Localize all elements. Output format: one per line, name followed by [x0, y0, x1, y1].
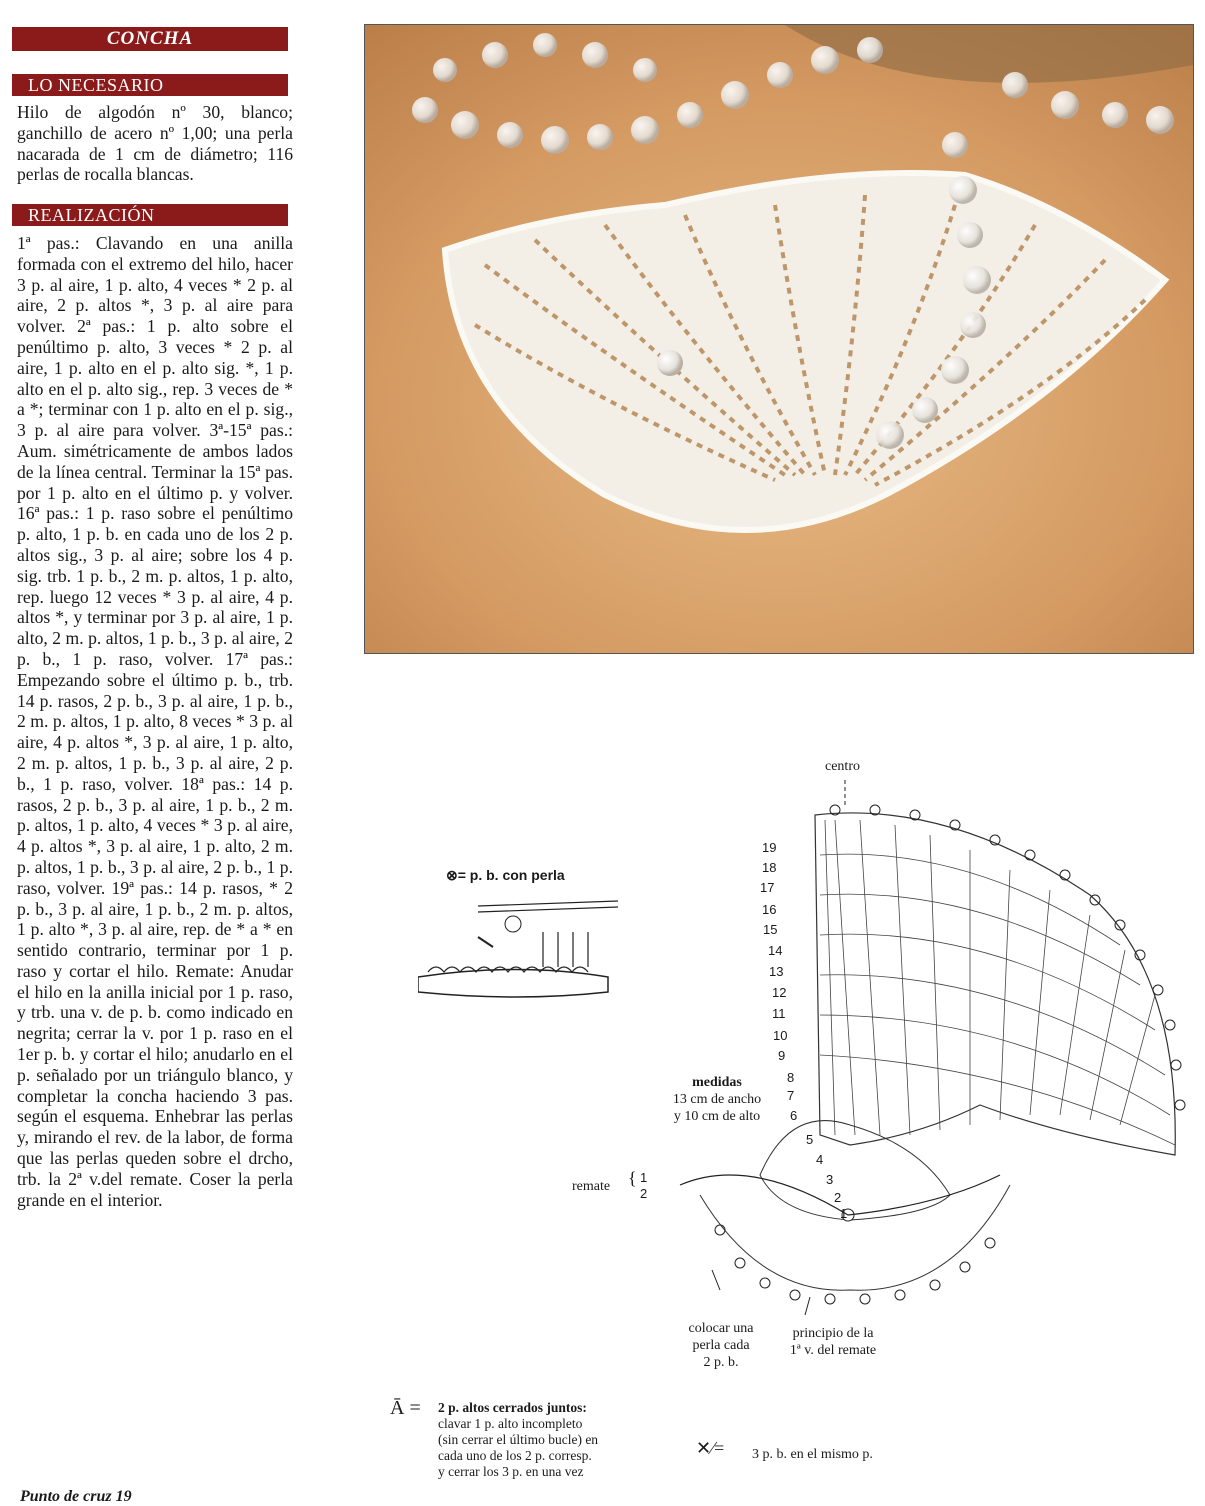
measures-block — [650, 1074, 784, 1125]
row-number: 14 — [768, 943, 783, 958]
row-number: 19 — [762, 840, 777, 855]
row-number: 12 — [772, 985, 787, 1000]
measures-title: medidas — [692, 1075, 742, 1090]
legend-dc-line4: y cerrar los 3 p. en una vez — [438, 1464, 584, 1479]
note-start-line1: principio de la — [792, 1326, 874, 1341]
row-number: 9 — [778, 1048, 786, 1063]
method-heading: REALIZACIÓN — [12, 204, 288, 226]
measures-width: 13 cm de ancho — [672, 1092, 762, 1107]
row-number: 4 — [816, 1152, 824, 1167]
legend-pearl-label: p. b. con perla — [469, 867, 565, 883]
dc-together-icon: Ā = — [390, 1397, 421, 1419]
legend-sc3: 3 p. b. en el mismo p. — [752, 1447, 873, 1462]
legend-dc-line1: clavar 1 p. alto incompleto — [438, 1416, 583, 1431]
note-pearl — [666, 1320, 776, 1371]
materials-text — [17, 102, 293, 185]
method-paragraph: 1ª pas.: Clavando en una anilla formada con el extremo del hilo, hacer 3 p. al aire, 1 p. alto, 4 veces * 2 p. al aire, 2 p. altos *, 3 p. al aire para volver. 2ª pas.: 1 p. alto sobre el penúltimo p. alto, 3 veces * 2 p. al aire, 1 p. alto en el p. alto sig. *, 1 p. alto en el p. alto sig., rep. 3 veces de * a *; terminar con 1 p. alto en el p. sig., 3 p. al aire para volver. 3ª-15ª pas.: Aum. simétricamente de ambos lados de la línea central. Terminar la 15ª pas. por 1 p. alto en el último p. y volver. 16ª pas.: 1 p. raso sobre el penúltimo p. alto, 1 p. b. en cada uno de los 2 p. altos sig., 3 p. al aire; sobre los 4 p. sig. trb. 1 p. b., 2 m. p. altos, 1 p. alto, rep. luego 12 veces * 3 p. al aire, 4 p. altos *, y terminar por 3 p. al aire, 1 p. alto, 2 m. p. altos, 1 p. b., 3 p. al aire, 2 p. b., 1 p. raso, volver. 17ª pas.: Empezando sobre el último p. b., trb. 14 p. rasos, 2 p. b., 3 p. al aire, 1 p. b., 2 m. p. altos, 1 p. alto, 8 veces * 3 p. al aire, 4 p. altos *, 3 p. al aire, 1 p. alto, 2 m. p. altos, 1 p. b., 3 p. al aire, 2 p. b., 1 p. raso, volver. 18ª pas.: 14 p. rasos, 2 p. b., 3 p. al aire, 1 p. b., 2 m. p. altos, 1 p. alto, 4 veces * 3 p. al aire, 4 p. altos *, 3 p. al aire, 1 p. alto, 2 m. p. altos, 1 p. b., 3 p. al aire, 2 p. b., 1 p. raso, volver. 19ª pas.: 14 p. rasos, * 2 p. b., 3 p. al aire, 1 p. b., 2 m. p. altos, 1 p. alto *, 3 p. al aire, rep. de * a * en sentido contrario, terminar por 1 p. raso y cortar el hilo. Remate: Anudar el hilo en la anilla inicial por 1 p. raso, y trb. una v. de p. b. como indicado en negrita; cerrar la v. por 1 p. raso en el 1er p. b. y cortar el hilo; anudarlo en el p. señalado por un triángulo blanco, y completar la concha haciendo 3 pas. según el esquema. Enhebrar las perlas y, mirando el rev. de la labor, de forma que las perlas queden sobre el drcho, trb. la 2ª v.del remate. Coser la perla grande en el interior. — [17, 233, 293, 1210]
row-number: 11 — [772, 1006, 786, 1021]
note-pearl-line1: colocar una — [688, 1321, 754, 1336]
row-number: 7 — [787, 1088, 795, 1103]
note-pearl-line3: 2 p. b. — [703, 1355, 739, 1370]
note-start-line2: 1ª v. del remate — [789, 1343, 877, 1358]
legend-dc-together — [438, 1400, 598, 1480]
legend-pearl — [446, 867, 565, 884]
page-title: CONCHA — [12, 27, 288, 51]
sc3-icon: ✕⁄= — [696, 1438, 725, 1458]
shell-photo-illustration — [365, 25, 1193, 653]
row-number: 5 — [806, 1132, 814, 1147]
row-number: 18 — [762, 860, 777, 875]
method-text — [17, 233, 293, 1210]
remate-row-number: 2 — [640, 1186, 648, 1201]
shell-photo — [364, 24, 1194, 654]
row-number: 13 — [769, 964, 784, 979]
row-number: 3 — [826, 1172, 834, 1187]
row-number: 16 — [762, 902, 777, 917]
center-label: centro — [825, 759, 860, 774]
page-footer: Punto de cruz 19 — [20, 1488, 132, 1505]
row-number: 1 — [840, 1206, 848, 1221]
row-number: 17 — [760, 880, 775, 895]
crochet-chart — [620, 775, 1200, 1335]
materials-paragraph: Hilo de algodón nº 30, blanco; ganchillo de acero nº 1,00; una perla nacarada de 1 cm de diámetro; 116 perlas de rocalla blancas. — [17, 102, 293, 185]
note-start — [778, 1325, 888, 1359]
pearl-stitch-icon: ⊗= — [446, 867, 466, 883]
note-pearl-line2: perla cada — [692, 1338, 750, 1353]
legend-dc-line2: (sin cerrar el último bucle) en — [438, 1432, 599, 1447]
row-number: 2 — [834, 1190, 842, 1205]
row-number: 15 — [763, 922, 778, 937]
materials-heading: LO NECESARIO — [12, 74, 288, 96]
remate-brace: { — [628, 1168, 637, 1188]
measures-height: y 10 cm de alto — [673, 1109, 761, 1124]
remate-label: remate — [572, 1179, 611, 1194]
row-number: 10 — [773, 1028, 788, 1043]
row-number: 6 — [790, 1108, 798, 1123]
legend-dc-line3: cada uno de los 2 p. corresp. — [438, 1448, 592, 1463]
remate-row-number: 1 — [640, 1170, 648, 1185]
row-number: 8 — [787, 1070, 795, 1085]
stitch-detail-illustration — [418, 892, 628, 1002]
legend-dc-title: 2 p. altos cerrados juntos: — [438, 1400, 587, 1415]
